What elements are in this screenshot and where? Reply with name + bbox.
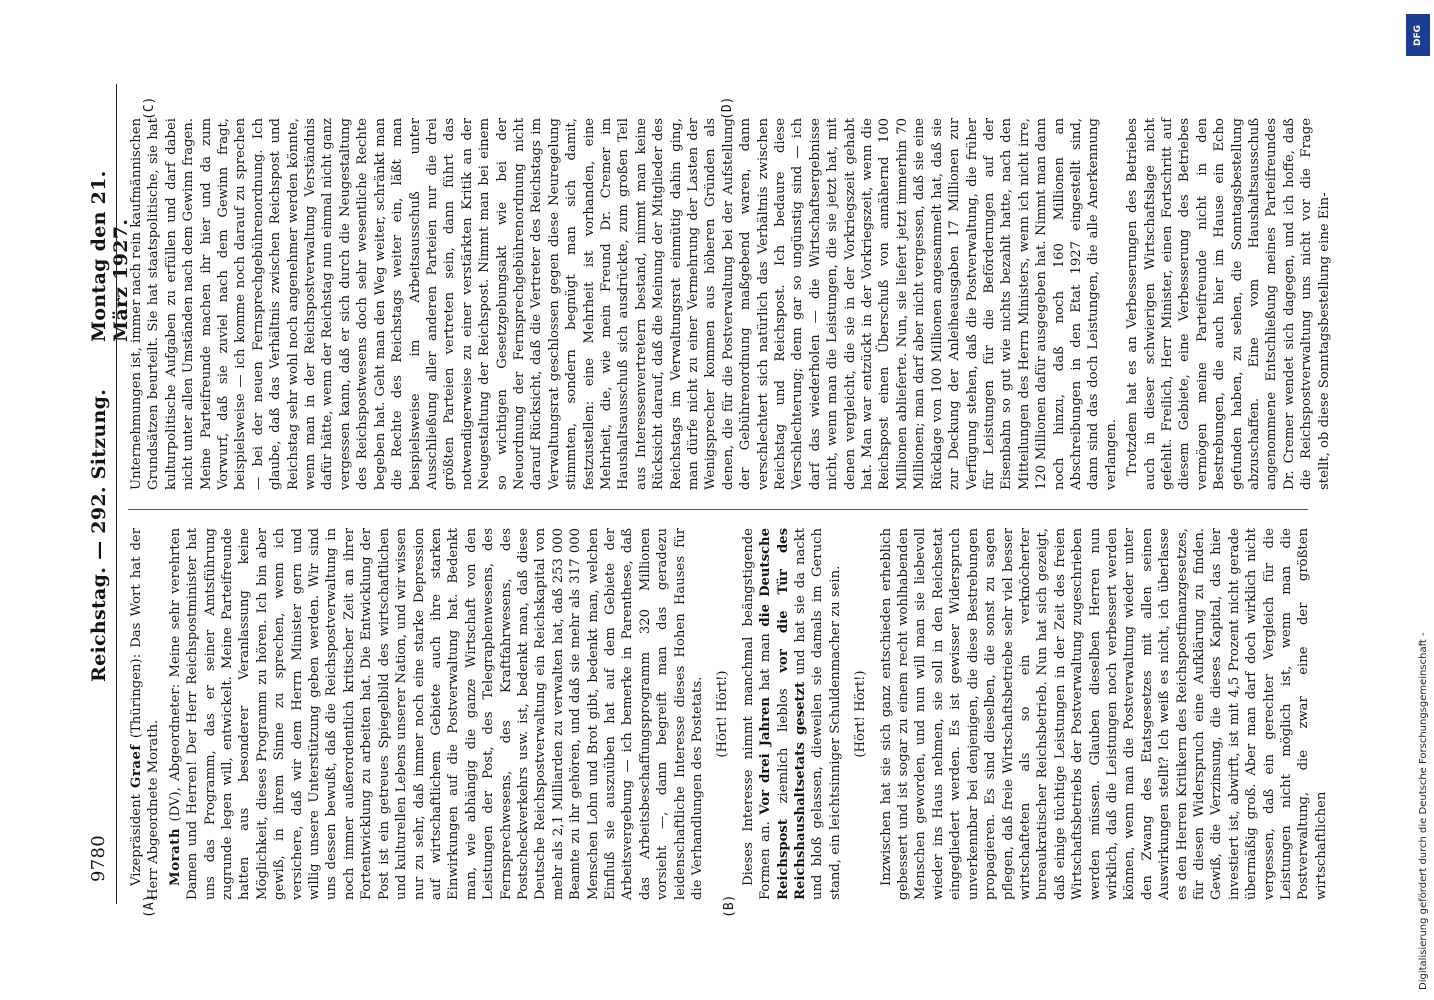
text-run: Dieses Interesse nimmt manchmal beängstigende Formen an. xyxy=(740,528,774,900)
column-divider xyxy=(128,509,1308,510)
speaker-name: Morath xyxy=(167,827,183,886)
page-number: 9780 xyxy=(88,834,109,882)
paragraph-morath xyxy=(167,528,707,900)
paragraph-text: (DV), Abgeordneter: Meine sehr verehrten Damen und Herren! Der Herr Reichspostminister hat uns das Programm, das er seiner Amtsführung zugrunde legen will, entwickelt. Meine Parteifreunde hatten aus besonderer Veranlassung keine Möglichkeit, dieses Programm zu hören. Ich bin aber gewiß, in ihrem Sinne zu sprechen, wenn ich versichere, daß wir dem Herrn Minister gern und willig unsere Unterstützung geben werden. Wir sind uns dessen bewußt, daß die Reichspostverwaltung in noch immer außerordentlich kritischer Zeit an ihrer Fortentwicklung zu arbeiten hat. Die Entwicklung der Post ist ein getreues Spiegelbild des wirtschaftlichen und kulturellen Lebens unserer Nation, und wir wissen nur zu sehr, daß immer noch eine starke Depression auf wirtschaftlichem Gebiete auch ihre starken Einwirkungen auf die Postverwaltung hat. Bedenkt man, wie abhängig die ganze Wirtschaft von den Leistungen der Post, des Telegraphenwesens, des Fernsprechwesens, des Kraftfahrwesens, des Postscheckverkehrs usw. ist, bedenkt man, daß diese Deutsche Reichspostverwaltung ein Reichskapital von mehr als 2,1 Milliarden zu verwalten hat, daß 253 000 Beamte zu ihr gehören, und daß sie mehr als 317 000 Menschen Lohn und Brot gibt, bedenkt man, welchen Einfluß sie auszuüben hat auf dem Gebiete der Arbeitsvergebung — ich bemerke in Parenthese, daß das Arbeitsbeschaffungsprogramm 320 Millionen vorsieht —, dann begreift man das geradezu leidenschaftliche Interesse dieses Hohen Hauses für die Verhandlungen des Postetats. xyxy=(167,528,705,900)
interjection: (Hört! Hört!) xyxy=(715,670,731,758)
left-column xyxy=(128,527,1329,900)
digitization-note: Digitalisierung gefördert durch die Deutsche Forschungsgemeinschaft - xyxy=(1418,632,1429,990)
session-date: Montag den 21. März 1927. xyxy=(88,170,132,342)
margin-marker-a: (A) xyxy=(142,894,157,918)
digitization-strip xyxy=(1404,10,1432,990)
right-column xyxy=(128,118,1332,490)
paragraph-text: (Thüringen): Das Wort hat der Herr Abgeordnete Morath. xyxy=(129,528,162,900)
margin-marker-b: (B) xyxy=(722,894,737,918)
text-run: und hat sie da nackt und bloß gelassen, dieweilen sie damals im Geruch stand, ein leichtsinniger Schuldenmacher zu sein. xyxy=(793,528,843,900)
bold-run: die Deutsche Reichspost xyxy=(758,527,791,900)
text-run: ziemlich lieblos xyxy=(775,672,791,820)
header-rule xyxy=(116,84,117,904)
margin-marker-d: (D) xyxy=(720,96,735,120)
margin-marker-c: (C) xyxy=(142,96,157,120)
paragraph-vizepraesident xyxy=(128,528,163,900)
session-title: Reichstag. — 292. Sitzung. xyxy=(88,388,110,682)
speaker-role: Vizepräsident xyxy=(129,788,144,886)
paragraph-interesse xyxy=(740,528,844,900)
paragraph-inzwischen: Inzwischen hat sie sich ganz entschieden erheblich gebessert und ist sogar zu einem recht wohlhabenden Menschen geworden, und nun will man sie liebevoll wieder ins Haus nehmen, sie soll in den Reichsetat eingegliedert werden. Es ist gewisser Widerspruch unverkennbar bei denjenigen, die diese Bestrebungen propagieren. Es sind dieselben, die sonst zu sagen pflegen, daß freie Wirtschaftsbetriebe sehr viel besser wirtschafteten als so ein verknöcherter bureaukratischer Reichsbetrieb. Nun hat sich gezeigt, daß einige tüchtige Leistungen in der Zeit des freien Wirtschaftsbetriebs der Postverwaltung zugeschrieben werden müssen. Glauben dieselben Herren nun wirklich, daß die Leistungen noch verbessert werden können, wenn man die Postverwaltung wieder unter den Zwang des Etatsgesetzes mit allen seinen Auswirkungen stellt? Ich weiß es nicht, ich überlasse es den Herren Kritikern des Reichspostfinanzgesetzes, für diesen Widerspruch eine Aufklärung zu finden. Gewiß, die Verzinsung, die dieses Kapital, das hier investiert ist, abwirft, ist mit 4,5 Prozent nicht gerade übermäßig groß. Aber man darf doch wirklich nicht vergessen, daß ein gerechter Vergleich für die Leistungen nicht möglich ist, wenn man die Postverwaltung, die zwar eine der größten wirtschaftlichen xyxy=(878,528,1329,900)
bold-run: Vor drei Jahren xyxy=(758,697,774,815)
speaker-name: Graef xyxy=(129,744,144,789)
paragraph-unternehmungen: Unternehmungen ist, immer nach rein kaufmännischen Grundsätzen beurteilt. Sie hat staatspolitische, sie hat kulturpolitische Aufgaben zu erfüllen und darf dabei nicht unter allen Umständen nach dem Gewinn fragen. Meine Parteifreunde machen ihr hier und da zum Vorwurf, daß sie zuviel nach dem Gewinn fragt, beispielsweise — ich komme noch darauf zu sprechen — bei der neuen Fernsprechgebührenordnung. Ich glaube, daß das Verhältnis zwischen Reichspost und Reichstag sehr wohl noch angenehmer werden könnte, wenn man in der Reichspostverwaltung Verständnis dafür hätte, wenn der Reichstag nun einmal nicht ganz vergessen kann, daß er sich durch die Neugestaltung des Reichspostwesens doch sehr wesentliche Rechte begeben hat. Geht man den Weg weiter, schränkt man die Rechte des Reichstags weiter ein, läßt man beispielsweise im Arbeitsausschuß unter Ausschließung aller anderen Parteien nur die drei größten Parteien vertreten sein, dann führt das notwendigerweise zu einer verstärkten Kritik an der Neugestaltung der Reichspost. Nimmt man bei einem so wichtigen Gesetzgebungsakt wie bei der Neuordnung der Fernsprechgebührenordnung nicht darauf Rücksicht, daß die Vertreter des Reichstags im Verwaltungsrat geschlossen gegen diese Neuregelung stimmten, sondern begnügt man sich damit, festzustellen: eine Mehrheit ist vorhanden, eine Mehrheit, die, wie mein Freund Dr. Cremer im Haushaltsausschuß sich ausdrückte, zum großen Teil aus Interessenvertretern bestand, nimmt man keine Rücksicht darauf, daß die Meinung der Mitglieder des Reichstags im Verwaltungsrat einmütig dahin ging, man dürfe nicht zu einer Vermehrung der Lasten der Wenigsprecher kommen aus höheren Gründen als denen, die für die Postverwaltung bei der Aufstellung der Gebührenordnung maßgebend waren, dann verschlechtert sich natürlich das Verhältnis zwischen Reichstag und Reichspost. Ich bedaure diese Verschlechterung; denn gar so ungünstig sind — ich darf das wiederholen — die Wirtschaftsergebnisse nicht, wenn man die Leistungen, die sie jetzt hat, mit denen vergleicht, die sie in der Vorkriegszeit gehabt hat. Man war entzückt in der Vorkriegszeit, wenn die Reichspost einen Überschuß von annähernd 100 Millionen ablieferte. Nun, sie liefert jetzt immerhin 70 Millionen; man darf aber nicht vergessen, daß sie eine Rücklage von 100 Millionen angesammelt hat, daß sie zur Deckung der Anleiheausgaben 17 Millionen zur Verfügung stehen, daß die Postverwaltung, die früher für Leistungen für die Beförderungen auf der Eisenbahn so gut wie nichts bezahlt hatte, nach den Mitteilungen des Herrn Ministers, wenn ich nicht irre, 120 Millionen dafür ausgegeben hat. Nimmt man dann noch hinzu, daß noch 160 Millionen an Abschreibungen in den Etat 1927 eingestellt sind, dann sind das doch Leistungen, die alle Anerkennung verlangen. xyxy=(129,118,1119,490)
text-run: hat man xyxy=(758,626,774,697)
dfg-logo: DFG xyxy=(1406,14,1430,56)
paragraph-trotzdem: Trotzdem hat es an Verbesserungen des Betriebes auch in dieser schwierigen Wirtschaftslage nicht gefehlt. Freilich, Herr Minister, einen Fortschritt auf diesem Gebiete, eine Verbesserung des Betriebes vermögen meine Parteifreunde nicht in den Bestrebungen, die auch hier im Hause ein Echo gefunden haben, zu sehen, die Sonntagsbestellung abzuschaffen. Eine vom Haushaltsausschuß angenommene Entschließung meines Parteifreundes Dr. Cremer wendet sich dagegen, und ich hoffe, daß die Reichspostverwaltung uns nicht vor die Frage stellt, ob diese Sonntagsbestellung eine Ein- xyxy=(1125,118,1332,490)
bold-run: vor die Tür des Reichshaushaltsetats gesetzt xyxy=(775,528,809,900)
interjection: (Hört! Hört!) xyxy=(853,670,869,758)
